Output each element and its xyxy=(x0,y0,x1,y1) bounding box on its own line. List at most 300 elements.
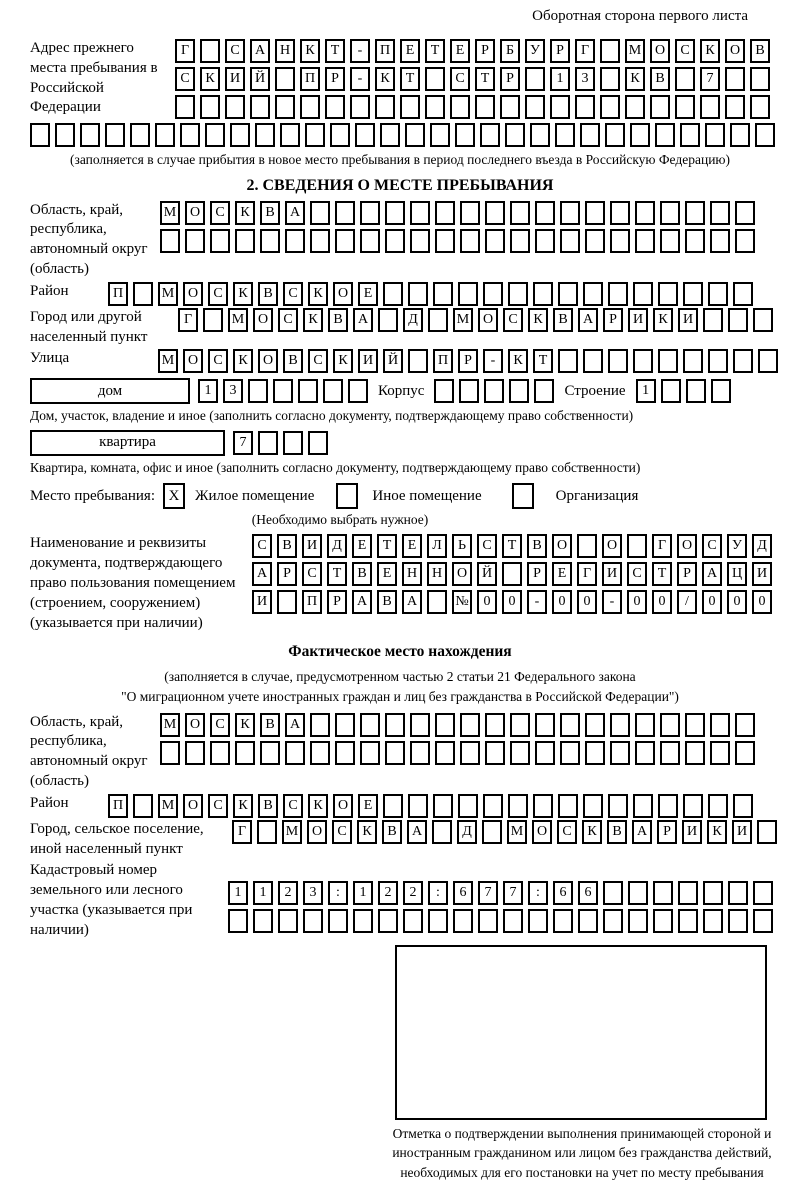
form-cell[interactable] xyxy=(678,909,698,933)
form-cell[interactable]: К xyxy=(235,201,255,225)
form-cell[interactable] xyxy=(408,794,428,818)
form-cell[interactable] xyxy=(133,794,153,818)
form-cell[interactable]: С xyxy=(702,534,722,558)
form-cell[interactable]: М xyxy=(160,201,180,225)
form-cell[interactable] xyxy=(435,713,455,737)
form-cell[interactable]: Й xyxy=(250,67,270,91)
form-cell[interactable]: Е xyxy=(358,794,378,818)
form-cell[interactable] xyxy=(610,741,630,765)
form-cell[interactable]: Т xyxy=(425,39,445,63)
form-cell[interactable]: К xyxy=(508,349,528,373)
form-cell[interactable] xyxy=(525,67,545,91)
form-cell[interactable] xyxy=(210,229,230,253)
form-cell[interactable] xyxy=(703,308,723,332)
form-cell[interactable]: И xyxy=(752,562,772,586)
form-cell[interactable]: В xyxy=(328,308,348,332)
form-cell[interactable]: 2 xyxy=(403,881,423,905)
form-cell[interactable]: С xyxy=(225,39,245,63)
form-cell[interactable] xyxy=(133,282,153,306)
form-cell[interactable] xyxy=(660,741,680,765)
form-cell[interactable]: С xyxy=(252,534,272,558)
form-cell[interactable]: И xyxy=(628,308,648,332)
form-cell[interactable] xyxy=(580,123,600,147)
form-cell[interactable] xyxy=(733,282,753,306)
form-cell[interactable] xyxy=(750,67,770,91)
form-cell[interactable] xyxy=(585,201,605,225)
form-cell[interactable]: 1 xyxy=(198,379,218,403)
form-cell[interactable]: С xyxy=(283,282,303,306)
form-cell[interactable] xyxy=(482,820,502,844)
form-cell[interactable] xyxy=(425,95,445,119)
form-cell[interactable] xyxy=(55,123,75,147)
form-cell[interactable]: О xyxy=(532,820,552,844)
form-cell[interactable] xyxy=(558,349,578,373)
form-cell[interactable]: С xyxy=(208,282,228,306)
form-cell[interactable] xyxy=(308,431,328,455)
form-cell[interactable]: С xyxy=(208,794,228,818)
form-cell[interactable]: С xyxy=(208,349,228,373)
form-cell[interactable] xyxy=(460,229,480,253)
form-cell[interactable] xyxy=(758,349,778,373)
form-cell[interactable] xyxy=(535,201,555,225)
form-cell[interactable]: С xyxy=(450,67,470,91)
form-cell[interactable]: Ц xyxy=(727,562,747,586)
form-cell[interactable]: К xyxy=(357,820,377,844)
form-cell[interactable] xyxy=(535,229,555,253)
form-cell[interactable] xyxy=(275,67,295,91)
form-cell[interactable]: К xyxy=(582,820,602,844)
form-cell[interactable] xyxy=(203,308,223,332)
form-cell[interactable]: К xyxy=(625,67,645,91)
form-cell[interactable] xyxy=(558,794,578,818)
form-cell[interactable]: С xyxy=(675,39,695,63)
form-cell[interactable]: О xyxy=(185,201,205,225)
form-cell[interactable] xyxy=(628,881,648,905)
form-cell[interactable] xyxy=(485,229,505,253)
form-cell[interactable]: 7 xyxy=(503,881,523,905)
form-cell[interactable] xyxy=(280,123,300,147)
form-cell[interactable] xyxy=(653,881,673,905)
form-cell[interactable]: Н xyxy=(275,39,295,63)
form-cell[interactable]: А xyxy=(578,308,598,332)
form-cell[interactable]: / xyxy=(677,590,697,614)
form-cell[interactable] xyxy=(155,123,175,147)
form-cell[interactable] xyxy=(660,201,680,225)
form-cell[interactable]: Д xyxy=(403,308,423,332)
form-cell[interactable] xyxy=(735,741,755,765)
form-cell[interactable] xyxy=(360,229,380,253)
form-cell[interactable] xyxy=(300,95,320,119)
form-cell[interactable]: : xyxy=(528,881,548,905)
form-cell[interactable] xyxy=(360,713,380,737)
form-cell[interactable] xyxy=(235,741,255,765)
form-cell[interactable] xyxy=(410,201,430,225)
form-cell[interactable] xyxy=(661,379,681,403)
form-cell[interactable] xyxy=(686,379,706,403)
form-cell[interactable] xyxy=(480,123,500,147)
form-cell[interactable] xyxy=(703,909,723,933)
form-cell[interactable]: К xyxy=(653,308,673,332)
form-cell[interactable] xyxy=(705,123,725,147)
form-cell[interactable]: С xyxy=(557,820,577,844)
form-cell[interactable] xyxy=(635,229,655,253)
form-cell[interactable] xyxy=(510,741,530,765)
form-cell[interactable]: 0 xyxy=(502,590,522,614)
form-cell[interactable]: : xyxy=(328,881,348,905)
form-cell[interactable] xyxy=(500,95,520,119)
form-cell[interactable] xyxy=(685,741,705,765)
form-cell[interactable]: 0 xyxy=(652,590,672,614)
form-cell[interactable] xyxy=(350,95,370,119)
form-cell[interactable] xyxy=(505,123,525,147)
form-cell[interactable] xyxy=(483,794,503,818)
form-cell[interactable]: К xyxy=(707,820,727,844)
form-cell[interactable]: 0 xyxy=(477,590,497,614)
form-cell[interactable] xyxy=(585,229,605,253)
form-cell[interactable]: 6 xyxy=(453,881,473,905)
form-cell[interactable] xyxy=(753,308,773,332)
form-cell[interactable]: С xyxy=(332,820,352,844)
form-cell[interactable] xyxy=(502,562,522,586)
form-cell[interactable]: О xyxy=(478,308,498,332)
form-cell[interactable] xyxy=(130,123,150,147)
form-cell[interactable] xyxy=(735,201,755,225)
form-cell[interactable] xyxy=(708,794,728,818)
form-cell[interactable] xyxy=(658,349,678,373)
form-cell[interactable] xyxy=(675,67,695,91)
form-cell[interactable] xyxy=(703,881,723,905)
form-cell[interactable] xyxy=(435,201,455,225)
form-cell[interactable] xyxy=(610,713,630,737)
form-cell[interactable] xyxy=(628,909,648,933)
form-cell[interactable] xyxy=(757,820,777,844)
form-cell[interactable]: В xyxy=(258,794,278,818)
form-cell[interactable]: Н xyxy=(427,562,447,586)
form-cell[interactable] xyxy=(685,201,705,225)
form-cell[interactable]: К xyxy=(700,39,720,63)
form-cell[interactable] xyxy=(378,308,398,332)
form-cell[interactable] xyxy=(755,123,775,147)
form-cell[interactable]: Л xyxy=(427,534,447,558)
form-cell[interactable]: В xyxy=(277,534,297,558)
form-cell[interactable]: О xyxy=(307,820,327,844)
form-cell[interactable] xyxy=(560,201,580,225)
form-cell[interactable] xyxy=(578,909,598,933)
form-cell[interactable] xyxy=(80,123,100,147)
form-cell[interactable]: В xyxy=(650,67,670,91)
form-cell[interactable]: Г xyxy=(178,308,198,332)
form-cell[interactable]: Д xyxy=(327,534,347,558)
form-cell[interactable] xyxy=(600,95,620,119)
form-cell[interactable] xyxy=(525,95,545,119)
form-cell[interactable] xyxy=(475,95,495,119)
form-cell[interactable]: П xyxy=(375,39,395,63)
form-cell[interactable]: В xyxy=(377,590,397,614)
form-cell[interactable]: Т xyxy=(400,67,420,91)
form-cell[interactable]: Е xyxy=(552,562,572,586)
form-cell[interactable] xyxy=(535,741,555,765)
form-cell[interactable]: С xyxy=(308,349,328,373)
form-cell[interactable]: Г xyxy=(652,534,672,558)
form-cell[interactable]: А xyxy=(632,820,652,844)
form-cell[interactable] xyxy=(730,123,750,147)
form-cell[interactable]: Н xyxy=(402,562,422,586)
form-cell[interactable] xyxy=(650,95,670,119)
form-cell[interactable] xyxy=(310,713,330,737)
form-cell[interactable] xyxy=(305,123,325,147)
form-cell[interactable] xyxy=(633,282,653,306)
form-cell[interactable] xyxy=(160,741,180,765)
form-cell[interactable] xyxy=(710,229,730,253)
form-cell[interactable] xyxy=(408,349,428,373)
form-cell[interactable]: И xyxy=(358,349,378,373)
form-cell[interactable]: С xyxy=(503,308,523,332)
form-cell[interactable]: К xyxy=(308,794,328,818)
form-cell[interactable]: П xyxy=(108,282,128,306)
form-cell[interactable]: А xyxy=(402,590,422,614)
form-cell[interactable]: Т xyxy=(325,39,345,63)
form-cell[interactable] xyxy=(258,431,278,455)
form-cell[interactable] xyxy=(260,229,280,253)
form-cell[interactable]: П xyxy=(302,590,322,614)
form-cell[interactable]: Е xyxy=(402,534,422,558)
form-cell[interactable]: 3 xyxy=(223,379,243,403)
form-cell[interactable]: Р xyxy=(475,39,495,63)
form-cell[interactable] xyxy=(484,379,504,403)
form-cell[interactable] xyxy=(378,909,398,933)
form-cell[interactable]: А xyxy=(353,308,373,332)
form-cell[interactable] xyxy=(335,713,355,737)
form-cell[interactable]: К xyxy=(333,349,353,373)
form-cell[interactable]: Т xyxy=(377,534,397,558)
form-cell[interactable]: М xyxy=(228,308,248,332)
form-cell[interactable] xyxy=(560,229,580,253)
checkbox-zhiloe-pomeshchenie[interactable]: X xyxy=(163,483,185,509)
form-cell[interactable] xyxy=(230,123,250,147)
form-cell[interactable] xyxy=(503,909,523,933)
form-cell[interactable] xyxy=(510,713,530,737)
form-cell[interactable]: И xyxy=(732,820,752,844)
form-cell[interactable] xyxy=(458,794,478,818)
form-cell[interactable] xyxy=(585,741,605,765)
form-cell[interactable]: О xyxy=(452,562,472,586)
form-cell[interactable]: Р xyxy=(325,67,345,91)
form-cell[interactable] xyxy=(534,379,554,403)
form-cell[interactable]: К xyxy=(303,308,323,332)
form-cell[interactable]: № xyxy=(452,590,472,614)
form-cell[interactable]: С xyxy=(627,562,647,586)
form-cell[interactable] xyxy=(603,909,623,933)
form-cell[interactable]: И xyxy=(302,534,322,558)
form-cell[interactable]: Е xyxy=(352,534,372,558)
form-cell[interactable] xyxy=(660,713,680,737)
form-cell[interactable] xyxy=(400,95,420,119)
form-cell[interactable] xyxy=(600,67,620,91)
form-cell[interactable] xyxy=(680,123,700,147)
form-cell[interactable]: О xyxy=(552,534,572,558)
form-cell[interactable]: Г xyxy=(575,39,595,63)
form-cell[interactable] xyxy=(425,67,445,91)
form-cell[interactable] xyxy=(508,282,528,306)
form-cell[interactable] xyxy=(753,909,773,933)
form-cell[interactable] xyxy=(558,282,578,306)
form-cell[interactable]: К xyxy=(308,282,328,306)
form-cell[interactable]: Е xyxy=(400,39,420,63)
form-cell[interactable] xyxy=(553,909,573,933)
form-cell[interactable] xyxy=(510,201,530,225)
form-cell[interactable]: Й xyxy=(383,349,403,373)
form-cell[interactable] xyxy=(608,282,628,306)
form-cell[interactable] xyxy=(510,229,530,253)
form-cell[interactable]: О xyxy=(333,794,353,818)
form-cell[interactable]: 0 xyxy=(752,590,772,614)
form-cell[interactable] xyxy=(460,713,480,737)
form-cell[interactable] xyxy=(310,229,330,253)
form-cell[interactable] xyxy=(710,201,730,225)
form-cell[interactable] xyxy=(385,741,405,765)
form-cell[interactable] xyxy=(330,123,350,147)
form-cell[interactable] xyxy=(508,794,528,818)
form-cell[interactable]: В xyxy=(607,820,627,844)
form-cell[interactable] xyxy=(180,123,200,147)
form-cell[interactable]: И xyxy=(678,308,698,332)
form-cell[interactable] xyxy=(360,201,380,225)
form-cell[interactable] xyxy=(385,229,405,253)
form-cell[interactable] xyxy=(403,909,423,933)
form-cell[interactable] xyxy=(433,794,453,818)
form-cell[interactable]: И xyxy=(252,590,272,614)
form-cell[interactable] xyxy=(460,741,480,765)
form-cell[interactable]: П xyxy=(108,794,128,818)
form-cell[interactable] xyxy=(728,909,748,933)
form-cell[interactable]: М xyxy=(625,39,645,63)
form-cell[interactable] xyxy=(310,201,330,225)
form-cell[interactable]: У xyxy=(525,39,545,63)
form-cell[interactable] xyxy=(710,713,730,737)
form-cell[interactable]: Т xyxy=(652,562,672,586)
form-cell[interactable] xyxy=(257,820,277,844)
form-cell[interactable] xyxy=(303,909,323,933)
form-cell[interactable]: 1 xyxy=(550,67,570,91)
form-cell[interactable]: 0 xyxy=(577,590,597,614)
form-cell[interactable] xyxy=(260,741,280,765)
form-cell[interactable] xyxy=(600,39,620,63)
form-cell[interactable] xyxy=(658,282,678,306)
form-cell[interactable]: А xyxy=(250,39,270,63)
form-cell[interactable]: 0 xyxy=(552,590,572,614)
form-cell[interactable] xyxy=(428,308,448,332)
form-cell[interactable]: К xyxy=(300,39,320,63)
form-cell[interactable] xyxy=(728,308,748,332)
form-cell[interactable] xyxy=(434,379,454,403)
form-cell[interactable] xyxy=(711,379,731,403)
form-cell[interactable]: А xyxy=(285,201,305,225)
form-cell[interactable]: 1 xyxy=(353,881,373,905)
form-cell[interactable]: О xyxy=(183,349,203,373)
form-cell[interactable]: А xyxy=(252,562,272,586)
form-cell[interactable] xyxy=(485,741,505,765)
form-cell[interactable]: 7 xyxy=(233,431,253,455)
form-cell[interactable] xyxy=(427,590,447,614)
form-cell[interactable]: П xyxy=(300,67,320,91)
form-cell[interactable]: Р xyxy=(277,562,297,586)
form-cell[interactable]: С xyxy=(302,562,322,586)
form-cell[interactable] xyxy=(533,794,553,818)
form-cell[interactable]: Р xyxy=(657,820,677,844)
form-cell[interactable]: К xyxy=(235,713,255,737)
form-cell[interactable]: - xyxy=(602,590,622,614)
form-cell[interactable] xyxy=(353,909,373,933)
form-cell[interactable] xyxy=(733,349,753,373)
form-cell[interactable] xyxy=(485,201,505,225)
form-cell[interactable] xyxy=(528,909,548,933)
form-cell[interactable] xyxy=(285,741,305,765)
form-cell[interactable]: О xyxy=(258,349,278,373)
form-cell[interactable]: Т xyxy=(327,562,347,586)
form-cell[interactable]: С xyxy=(210,713,230,737)
form-cell[interactable] xyxy=(285,229,305,253)
form-cell[interactable] xyxy=(435,741,455,765)
form-cell[interactable] xyxy=(328,909,348,933)
form-cell[interactable]: Р xyxy=(603,308,623,332)
form-cell[interactable] xyxy=(630,123,650,147)
form-cell[interactable] xyxy=(273,379,293,403)
form-cell[interactable]: 2 xyxy=(278,881,298,905)
form-cell[interactable] xyxy=(30,123,50,147)
form-cell[interactable] xyxy=(633,349,653,373)
form-cell[interactable] xyxy=(310,741,330,765)
form-cell[interactable]: Т xyxy=(533,349,553,373)
form-cell[interactable] xyxy=(410,713,430,737)
form-cell[interactable] xyxy=(560,741,580,765)
form-cell[interactable] xyxy=(509,379,529,403)
form-cell[interactable]: В xyxy=(382,820,402,844)
form-cell[interactable]: Р xyxy=(527,562,547,586)
form-cell[interactable] xyxy=(335,229,355,253)
form-cell[interactable] xyxy=(410,229,430,253)
form-cell[interactable]: О xyxy=(677,534,697,558)
form-cell[interactable] xyxy=(355,123,375,147)
form-cell[interactable] xyxy=(550,95,570,119)
form-cell[interactable] xyxy=(728,881,748,905)
form-cell[interactable] xyxy=(435,229,455,253)
form-cell[interactable]: Р xyxy=(677,562,697,586)
form-cell[interactable]: А xyxy=(702,562,722,586)
form-cell[interactable] xyxy=(658,794,678,818)
form-cell[interactable]: С xyxy=(210,201,230,225)
form-cell[interactable] xyxy=(485,713,505,737)
form-cell[interactable]: Б xyxy=(500,39,520,63)
form-cell[interactable] xyxy=(608,349,628,373)
form-cell[interactable] xyxy=(753,881,773,905)
form-cell[interactable] xyxy=(533,282,553,306)
form-cell[interactable]: К xyxy=(375,67,395,91)
form-cell[interactable] xyxy=(530,123,550,147)
form-cell[interactable] xyxy=(685,713,705,737)
form-cell[interactable]: 2 xyxy=(378,881,398,905)
form-cell[interactable]: В xyxy=(750,39,770,63)
form-cell[interactable] xyxy=(453,909,473,933)
form-cell[interactable] xyxy=(478,909,498,933)
form-cell[interactable] xyxy=(348,379,368,403)
form-cell[interactable] xyxy=(408,282,428,306)
form-cell[interactable] xyxy=(610,201,630,225)
form-cell[interactable] xyxy=(275,95,295,119)
form-cell[interactable]: Г xyxy=(175,39,195,63)
form-cell[interactable] xyxy=(627,534,647,558)
form-cell[interactable]: В xyxy=(258,282,278,306)
form-cell[interactable] xyxy=(225,95,245,119)
